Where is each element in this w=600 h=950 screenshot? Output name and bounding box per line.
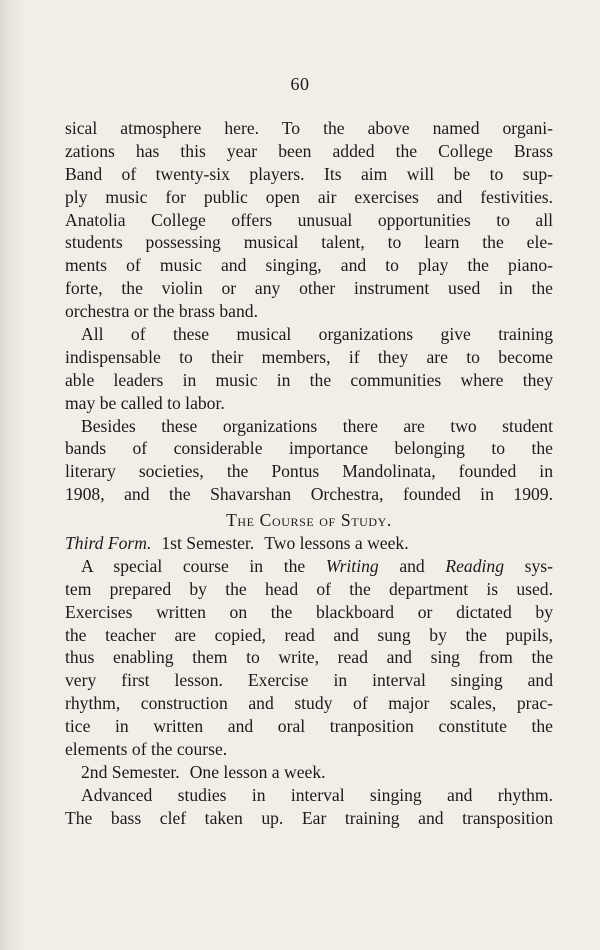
section-heading: The Course of Study. <box>226 510 392 531</box>
text-line: Anatolia College offers unusual opportunities to all <box>65 209 553 230</box>
text-line: ments of music and singing, and to play the piano- <box>65 255 553 276</box>
text-line: very first lesson. Exercise in interval singing and <box>65 670 553 691</box>
text-line: able leaders in music in the communities where they <box>65 369 553 390</box>
text-line: Advanced studies in interval singing and rhythm. <box>81 784 553 805</box>
text-line: elements of the course. <box>65 739 228 760</box>
text-line: the teacher are copied, read and sung by the pupils, <box>65 624 553 645</box>
text-span: sys- <box>504 555 553 576</box>
third-form-line <box>65 532 553 555</box>
page-number: 60 <box>290 74 310 94</box>
text-line: sical atmosphere here. To the above named organi- <box>65 118 553 138</box>
text-line: Band of twenty-six players. Its aim will be to sup- <box>65 163 553 184</box>
text-line: tice in written and oral tranposition constitute the <box>65 716 553 737</box>
text-line: may be called to labor. <box>65 392 225 413</box>
text-line: rhythm, construction and study of major scales, prac- <box>65 693 553 714</box>
text-line: bands of considerable importance belonging to the <box>65 438 553 459</box>
text-line: Besides these organizations there are two student <box>81 415 553 436</box>
lessons-label: Two lessons a week. <box>264 533 409 554</box>
semester-label: 1st Semester. <box>161 533 255 554</box>
text-line: Exercises written on the blackboard or dictated by <box>65 601 553 622</box>
paragraph-training <box>65 323 553 415</box>
text-line: zations has this year been added the College Brass <box>65 140 553 161</box>
form-label: Third Form. <box>65 533 152 554</box>
text-line: The bass clef taken up. Ear training and transposition <box>65 807 553 828</box>
second-semester-line <box>65 761 553 784</box>
paragraph-music-organizations <box>65 117 553 323</box>
text-span: A special course in the <box>81 555 326 576</box>
text-line: literary societies, the Pontus Mandolinata, founded in <box>65 461 553 482</box>
reading-term: Reading <box>445 555 505 576</box>
lessons-label: One lesson a week. <box>189 761 326 782</box>
text-line: thus enabling them to write, read and sing from the <box>65 647 553 668</box>
text-line: 1908, and the Shavarshan Orchestra, founded in 1909. <box>65 484 553 505</box>
paragraph-student-bands <box>65 415 553 507</box>
semester-label: 2nd Semester. <box>81 761 180 782</box>
text-line: forte, the violin or any other instrument used in the <box>65 278 553 299</box>
text-line <box>65 555 553 578</box>
body-text <box>65 117 553 830</box>
text-line: students possessing musical talent, to learn the ele- <box>65 232 553 253</box>
writing-term: Writing <box>325 555 379 576</box>
paragraph-special-course <box>65 555 553 761</box>
text-line: tem prepared by the head of the department is used. <box>65 578 553 599</box>
text-line: indispensable to their members, if they are to become <box>65 346 553 367</box>
text-line: All of these musical organizations give training <box>81 324 553 345</box>
text-line: ply music for public open air exercises and festivities. <box>65 186 553 207</box>
text-span: and <box>378 555 446 576</box>
paragraph-advanced-studies <box>65 784 553 830</box>
text-line: orchestra or the brass band. <box>65 301 258 322</box>
